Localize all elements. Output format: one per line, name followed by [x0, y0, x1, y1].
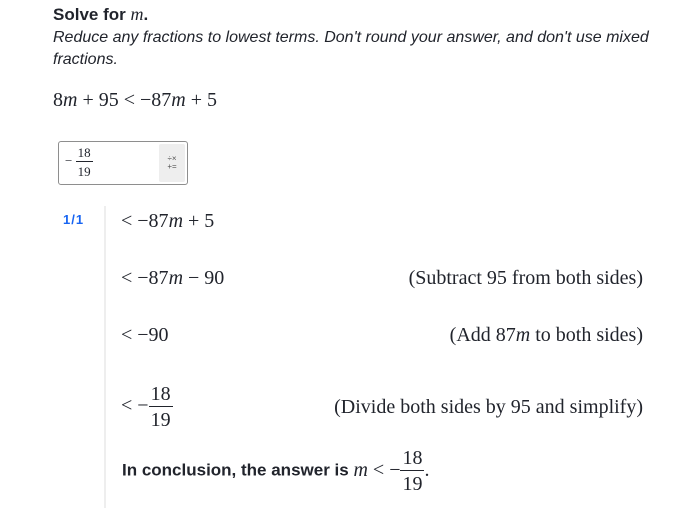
- conclusion-math: [353, 447, 430, 495]
- equation-relation: <: [123, 89, 136, 111]
- hint-step-1: [121, 210, 214, 233]
- answer-expression: [65, 146, 93, 178]
- conclusion-numerator: 18: [402, 447, 423, 469]
- rhs-constant: + 5: [190, 89, 218, 111]
- conclusion-fraction: [400, 448, 424, 494]
- conclusion-denominator: 19: [402, 473, 423, 495]
- step-3-reason-var: m: [515, 324, 531, 346]
- step-1-suffix: + 5: [183, 210, 215, 232]
- step-3-reason-suffix: to both sides): [530, 324, 643, 346]
- step-4-fraction: [149, 384, 173, 430]
- title-period: .: [143, 5, 149, 24]
- rhs-coefficient: −87: [140, 89, 172, 111]
- hint-step-4: [121, 384, 173, 430]
- hint-step-rail: [104, 206, 106, 508]
- hint-step-4-reason: (Divide both sides by 95 and simplify): [334, 396, 643, 418]
- step-1-prefix: < −87: [121, 210, 169, 232]
- hint-step-2: [121, 267, 224, 290]
- step-1-var: m: [168, 210, 184, 232]
- conclusion-period: .: [424, 458, 430, 481]
- problem-instructions: Reduce any fractions to lowest terms. Don't round your answer, and don't use mixed fractions.: [53, 29, 649, 68]
- step-2-prefix: < −87: [121, 267, 169, 289]
- title-variable: m: [130, 4, 144, 24]
- step-4-numerator: 18: [150, 383, 171, 405]
- rhs-variable: m: [171, 89, 186, 111]
- step-2-suffix: − 90: [183, 267, 225, 289]
- lhs-variable: m: [63, 89, 78, 111]
- answer-input[interactable]: [58, 141, 188, 185]
- conclusion-text: In conclusion, the answer is: [122, 460, 349, 480]
- problem-title: [53, 4, 148, 25]
- answer-fraction: [76, 146, 93, 178]
- hint-step-3: < −90: [121, 324, 169, 346]
- answer-numerator: 18: [77, 145, 91, 160]
- answer-sign: −: [65, 152, 73, 168]
- hint-step-3-reason: [450, 324, 643, 347]
- conclusion-var: m: [353, 458, 368, 481]
- problem-equation: [53, 89, 217, 112]
- step-4-prefix: < −: [121, 394, 149, 417]
- hint-step-2-reason: (Subtract 95 from both sides): [408, 267, 643, 289]
- conclusion-relation: < −: [372, 458, 401, 481]
- hint-step-counter: 1/1: [63, 212, 85, 227]
- lhs-coefficient: 8: [53, 89, 63, 111]
- title-text: Solve for: [53, 5, 126, 24]
- step-3-reason-prefix: (Add 87: [449, 324, 516, 346]
- step-4-denominator: 19: [150, 409, 171, 431]
- step-2-var: m: [168, 267, 184, 289]
- answer-denominator: 19: [77, 164, 91, 179]
- hint-conclusion: [122, 448, 429, 494]
- math-keypad-icon[interactable]: ÷× +=: [159, 144, 185, 182]
- lhs-constant: + 95: [82, 89, 119, 111]
